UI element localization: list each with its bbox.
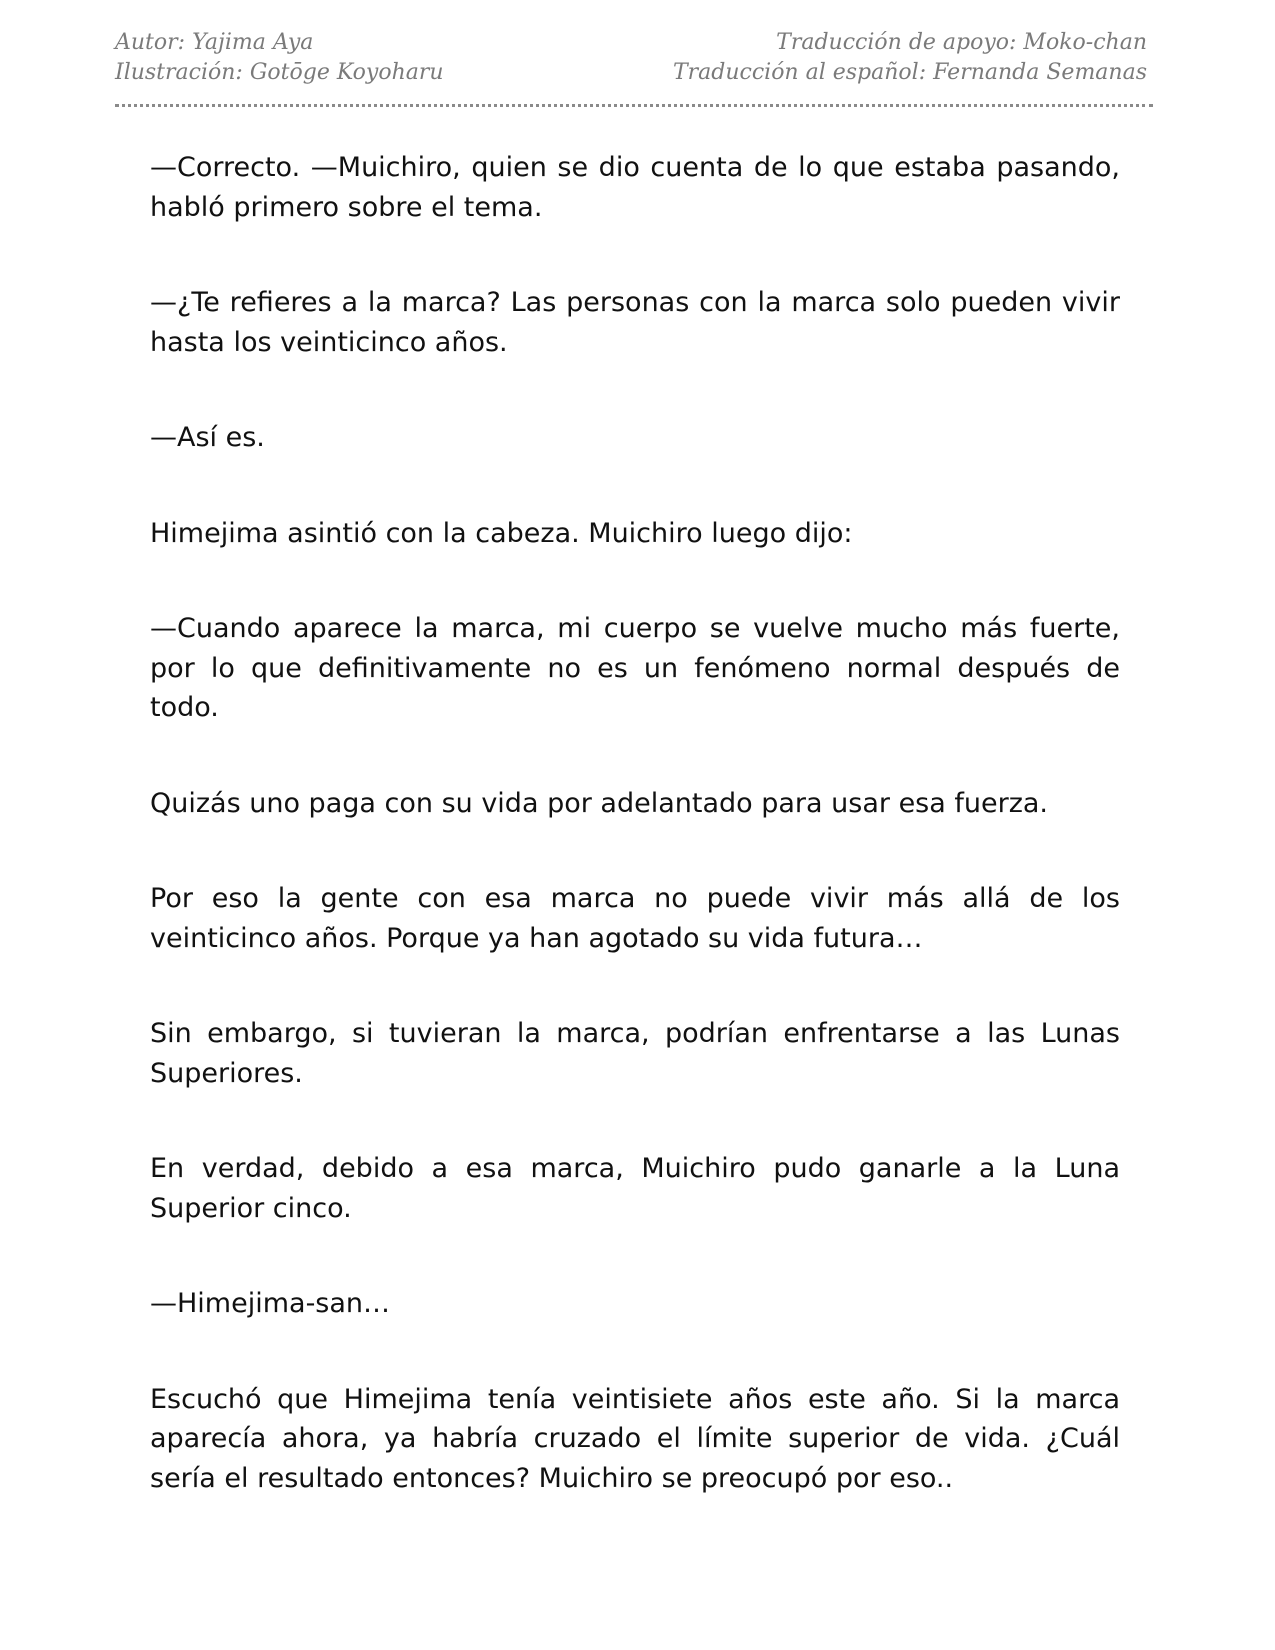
author-credit: Autor: Yajima Aya (115, 30, 314, 55)
support-translation-credit: Traducción de apoyo: Moko-chan (776, 30, 1147, 55)
header-credits-right (673, 28, 1147, 88)
paragraph: Escuchó que Himejima tenía veintisiete años este año. Si la marca aparecía ahora, ya habría cruzado el límite superior de vida. ¿Cuál sería el resultado entonces? Muichiro se preocupó por eso.. (150, 1383, 1120, 1494)
paragraph: —Correcto. —Muichiro, quien se dio cuenta de lo que estaba pasando, habló primero sobre el tema. (150, 152, 1120, 223)
paragraph: Himejima asintió con la cabeza. Muichiro luego dijo: (150, 517, 853, 549)
paragraph: —¿Te refieres a la marca? Las personas con la marca solo pueden vivir hasta los veinticinco años. (150, 287, 1120, 358)
body-text (150, 148, 1120, 1554)
paragraph: En verdad, debido a esa marca, Muichiro pudo ganarle a la Luna Superior cinco. (150, 1153, 1120, 1224)
page-header (115, 28, 1147, 90)
paragraph: Por eso la gente con esa marca no puede vivir más allá de los veinticinco años. Porque ya han agotado su vida futura… (150, 883, 1120, 954)
header-credits-left (115, 28, 444, 88)
paragraph: Quizás uno paga con su vida por adelantado para usar esa fuerza. (150, 787, 1049, 819)
paragraph: —Cuando aparece la marca, mi cuerpo se vuelve mucho más fuerte, por lo que definitivamente no es un fenómeno normal después de todo. (150, 613, 1120, 723)
paragraph: —Himejima-san… (150, 1288, 391, 1319)
illustration-credit: Ilustración: Gotōge Koyoharu (115, 60, 444, 85)
paragraph: —Así es. (150, 422, 265, 453)
header-divider (115, 104, 1153, 107)
spanish-translation-credit: Traducción al español: Fernanda Semanas (672, 60, 1147, 85)
paragraph: Sin embargo, si tuvieran la marca, podrían enfrentarse a las Lunas Superiores. (150, 1018, 1120, 1089)
